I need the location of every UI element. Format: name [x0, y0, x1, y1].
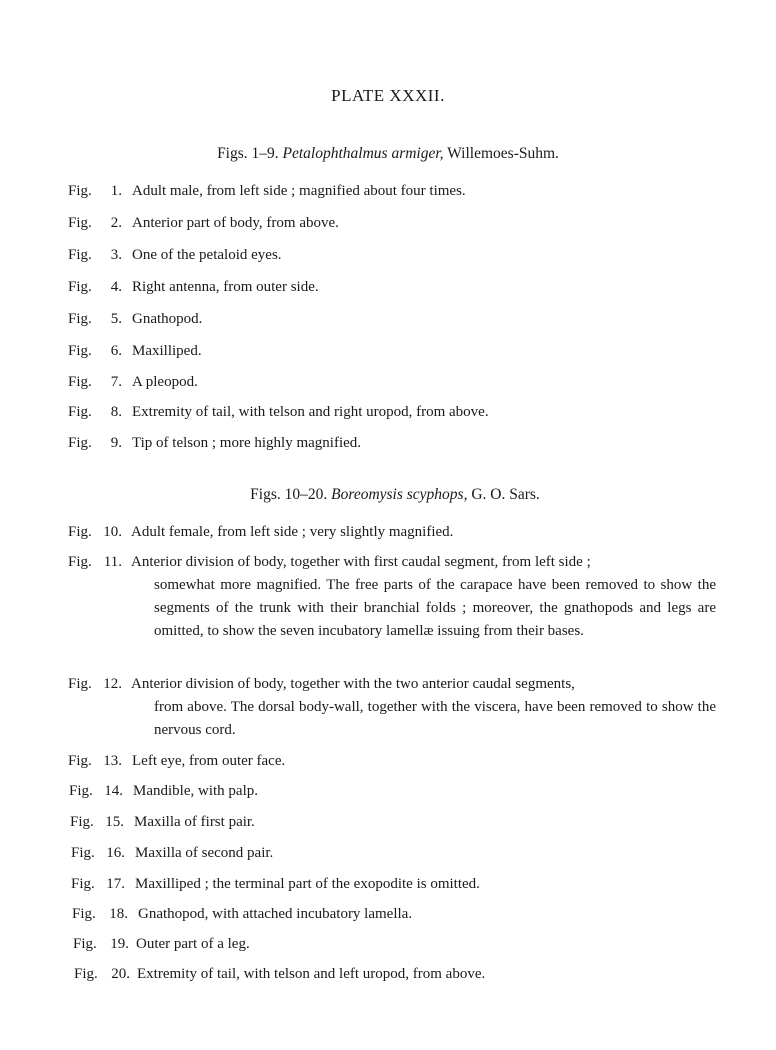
- fig-description-continued: from above. The dorsal body-wall, together with the viscera, have been removed to show the nervous cord.: [154, 699, 716, 738]
- fig-description: Extremity of tail, with telson and left uropod, from above.: [137, 966, 486, 982]
- fig-number: 20.: [111, 966, 130, 982]
- fig-number: 14.: [104, 783, 123, 799]
- fig-label: Fig.: [73, 936, 97, 952]
- fig-label: Fig.: [68, 183, 92, 199]
- fig-description: Tip of telson ; more highly magnified.: [132, 435, 362, 451]
- fig-number: 6.: [110, 343, 122, 359]
- fig-description: Adult female, from left side ; very slightly magnified.: [131, 524, 454, 540]
- fig-number: 9.: [110, 435, 122, 451]
- figure-entry: [68, 673, 728, 745]
- fig-number: 19.: [110, 936, 129, 952]
- fig-number: 4.: [110, 279, 122, 295]
- fig-number: 17.: [106, 876, 125, 892]
- section-1-species-name: Petalophthalmus armiger,: [282, 145, 444, 162]
- fig-number: 1.: [110, 183, 122, 199]
- section-2-figs-range: Figs. 10–20.: [250, 486, 328, 503]
- fig-label: Fig.: [68, 374, 92, 390]
- fig-number: 15.: [105, 814, 124, 830]
- fig-description: Gnathopod, with attached incubatory lamella.: [138, 906, 413, 922]
- fig-description: Maxilliped.: [132, 343, 202, 359]
- fig-label: Fig.: [68, 753, 92, 769]
- fig-number: 12.: [103, 676, 122, 692]
- fig-description: Anterior part of body, from above.: [132, 215, 339, 231]
- fig-label: Fig.: [68, 554, 92, 570]
- fig-label: Fig.: [68, 676, 92, 692]
- fig-label: Fig.: [68, 524, 92, 540]
- section-2-author: G. O. Sars.: [471, 486, 540, 503]
- fig-description: Adult male, from left side ; magnified about four times.: [132, 183, 466, 199]
- fig-label: Fig.: [68, 279, 92, 295]
- section-1-author: Willemoes-Suhm.: [447, 145, 559, 162]
- fig-description: Outer part of a leg.: [136, 936, 250, 952]
- figure-entry: [68, 551, 728, 671]
- fig-number: 18.: [109, 906, 128, 922]
- fig-description: Mandible, with palp.: [133, 783, 258, 799]
- fig-number: 16.: [106, 845, 125, 861]
- fig-description: One of the petaloid eyes.: [132, 247, 282, 263]
- section-2-species-name: Boreomysis scyphops,: [331, 486, 468, 503]
- fig-label: Fig.: [72, 906, 96, 922]
- fig-number: 10.: [103, 524, 122, 540]
- fig-description: Maxilla of first pair.: [134, 814, 255, 830]
- fig-label: Fig.: [68, 247, 92, 263]
- fig-label: Fig.: [68, 435, 92, 451]
- fig-description: Anterior division of body, together with the two anterior caudal segments,: [131, 676, 575, 692]
- fig-description: Gnathopod.: [132, 311, 203, 327]
- fig-label: Fig.: [69, 783, 93, 799]
- fig-number: 8.: [110, 404, 122, 420]
- fig-number: 5.: [110, 311, 122, 327]
- fig-description: Left eye, from outer face.: [132, 753, 286, 769]
- fig-description: Right antenna, from outer side.: [132, 279, 319, 295]
- fig-label: Fig.: [68, 215, 92, 231]
- fig-description: Anterior division of body, together with first caudal segment, from left side ;: [131, 554, 591, 570]
- fig-number: 13.: [103, 753, 122, 769]
- fig-label: Fig.: [68, 311, 92, 327]
- fig-description: Maxilla of second pair.: [135, 845, 274, 861]
- fig-label: Fig.: [70, 814, 94, 830]
- fig-label: Fig.: [71, 876, 95, 892]
- section-1-figs-range: Figs. 1–9.: [217, 145, 279, 162]
- fig-number: 3.: [110, 247, 122, 263]
- fig-label: Fig.: [74, 966, 98, 982]
- fig-label: Fig.: [68, 404, 92, 420]
- fig-description: Maxilliped ; the terminal part of the exopodite is omitted.: [135, 876, 480, 892]
- fig-number: 7.: [110, 374, 122, 390]
- fig-number: 2.: [110, 215, 122, 231]
- fig-description: A pleopod.: [132, 374, 198, 390]
- plate-title: PLATE XXXII.: [331, 86, 445, 105]
- fig-label: Fig.: [68, 343, 92, 359]
- fig-description: Extremity of tail, with telson and right uropod, from above.: [132, 404, 489, 420]
- fig-number: 11.: [103, 554, 122, 570]
- fig-description-block: [131, 673, 716, 742]
- section-heading-1: [0, 145, 776, 163]
- fig-description-continued: somewhat more magnified. The free parts of the carapace have been removed to show the segments of the trunk with their branchial folds ; moreover, the gnathopods and legs are omitted, to show the seven incubatory lamellæ issuing from their bases.: [154, 577, 716, 639]
- fig-label: Fig.: [71, 845, 95, 861]
- fig-description-block: [131, 551, 716, 643]
- section-heading-2: [0, 486, 776, 504]
